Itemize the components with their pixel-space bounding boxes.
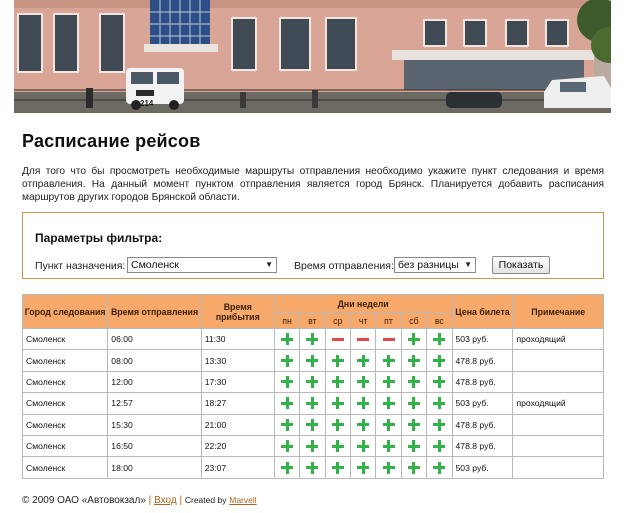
cell-day-вс [427, 457, 452, 478]
table-row [23, 329, 604, 350]
plus-icon [433, 333, 445, 345]
plus-icon [306, 333, 318, 345]
time-select-value: без разницы [398, 259, 459, 271]
cell-arrive: 21:00 [201, 414, 274, 435]
cell-day-пт [376, 435, 401, 456]
plus-icon [408, 333, 420, 345]
cell-note: проходящий [513, 329, 604, 350]
cell-price: 478.8 руб. [452, 350, 513, 371]
table-row [23, 414, 604, 435]
cell-city: Смоленск [23, 329, 108, 350]
cell-depart: 06:00 [108, 329, 201, 350]
bus-number-plate: 214 [140, 99, 154, 108]
plus-icon [408, 440, 420, 452]
cell-note [513, 371, 604, 392]
copyright-text: © 2009 ОАО «Автовокзал» [22, 495, 146, 506]
cell-note: проходящий [513, 393, 604, 414]
plus-icon [383, 397, 395, 409]
dropdown-arrow-icon: ▼ [464, 260, 472, 269]
plus-icon [306, 397, 318, 409]
cell-day-чт [350, 414, 375, 435]
filter-title: Параметры фильтра: [35, 231, 163, 245]
time-label: Время отправления: [294, 260, 394, 272]
cell-note [513, 435, 604, 456]
cell-arrive: 23:07 [201, 457, 274, 478]
filter-row [35, 257, 595, 275]
header-day: пн [274, 313, 299, 329]
plus-icon [433, 355, 445, 367]
plus-icon [281, 355, 293, 367]
cell-depart: 08:00 [108, 350, 201, 371]
cell-price: 503 руб. [452, 393, 513, 414]
plus-icon [408, 462, 420, 474]
cell-day-вс [427, 435, 452, 456]
cell-note [513, 414, 604, 435]
plus-icon [408, 419, 420, 431]
plus-icon [357, 355, 369, 367]
cell-day-вт [300, 329, 325, 350]
minus-icon [357, 338, 369, 341]
cell-depart: 12:57 [108, 393, 201, 414]
cell-day-пт [376, 350, 401, 371]
minus-icon [383, 338, 395, 341]
cell-day-чт [350, 435, 375, 456]
cell-arrive: 11:30 [201, 329, 274, 350]
cell-price: 478.8 руб. [452, 435, 513, 456]
cell-day-вс [427, 414, 452, 435]
cell-depart: 16:50 [108, 435, 201, 456]
plus-icon [306, 376, 318, 388]
cell-day-чт [350, 371, 375, 392]
cell-day-вт [300, 350, 325, 371]
plus-icon [281, 462, 293, 474]
table-row [23, 393, 604, 414]
cell-city: Смоленск [23, 457, 108, 478]
cell-day-сб [401, 414, 426, 435]
cell-city: Смоленск [23, 350, 108, 371]
cell-day-сб [401, 393, 426, 414]
plus-icon [332, 462, 344, 474]
plus-icon [433, 419, 445, 431]
plus-icon [383, 440, 395, 452]
bus-station-illustration [14, 0, 611, 113]
header-day: пт [376, 313, 401, 329]
cell-day-сб [401, 435, 426, 456]
header-note: Примечание [513, 295, 604, 329]
plus-icon [433, 462, 445, 474]
plus-icon [357, 397, 369, 409]
cell-day-ср [325, 371, 350, 392]
plus-icon [281, 376, 293, 388]
cell-depart: 18:00 [108, 457, 201, 478]
plus-icon [281, 333, 293, 345]
cell-day-ср [325, 414, 350, 435]
plus-icon [332, 376, 344, 388]
dropdown-arrow-icon: ▼ [265, 260, 273, 269]
filter-panel [22, 212, 604, 279]
cell-day-сб [401, 350, 426, 371]
destination-select-value: Смоленск [131, 259, 180, 271]
plus-icon [281, 419, 293, 431]
cell-day-пн [274, 371, 299, 392]
cell-day-ср [325, 435, 350, 456]
cell-depart: 12:00 [108, 371, 201, 392]
cell-day-пт [376, 393, 401, 414]
plus-icon [433, 376, 445, 388]
cell-day-чт [350, 350, 375, 371]
cell-price: 503 руб. [452, 457, 513, 478]
cell-price: 503 руб. [452, 329, 513, 350]
cell-day-вт [300, 457, 325, 478]
cell-day-вс [427, 371, 452, 392]
header-day: ср [325, 313, 350, 329]
plus-icon [408, 397, 420, 409]
cell-day-сб [401, 329, 426, 350]
cell-day-ср [325, 350, 350, 371]
plus-icon [306, 462, 318, 474]
cell-day-пт [376, 457, 401, 478]
header-city: Город следования [23, 295, 108, 329]
cell-day-ср [325, 457, 350, 478]
cell-day-пн [274, 350, 299, 371]
schedule-table [22, 294, 604, 479]
cell-day-пн [274, 435, 299, 456]
cell-day-вт [300, 371, 325, 392]
cell-day-сб [401, 371, 426, 392]
cell-day-вс [427, 329, 452, 350]
cell-price: 478.8 руб. [452, 371, 513, 392]
plus-icon [281, 397, 293, 409]
plus-icon [357, 419, 369, 431]
header-day: вс [427, 313, 452, 329]
plus-icon [357, 440, 369, 452]
table-row [23, 457, 604, 478]
cell-arrive: 17:30 [201, 371, 274, 392]
cell-price: 478.8 руб. [452, 414, 513, 435]
plus-icon [383, 419, 395, 431]
cell-note [513, 457, 604, 478]
cell-day-чт [350, 393, 375, 414]
header-day: вт [300, 313, 325, 329]
cell-arrive: 18:27 [201, 393, 274, 414]
plus-icon [408, 376, 420, 388]
cell-city: Смоленск [23, 435, 108, 456]
cell-day-пт [376, 329, 401, 350]
plus-icon [332, 397, 344, 409]
footer-separator: | [148, 495, 152, 506]
plus-icon [306, 440, 318, 452]
table-row [23, 371, 604, 392]
cell-arrive: 22:20 [201, 435, 274, 456]
plus-icon [332, 419, 344, 431]
destination-select[interactable] [127, 257, 277, 273]
plus-icon [383, 355, 395, 367]
cell-day-чт [350, 329, 375, 350]
header-price: Цена билета [452, 295, 513, 329]
page-title: Расписание рейсов [22, 131, 201, 151]
cell-day-вс [427, 350, 452, 371]
cell-depart: 15:30 [108, 414, 201, 435]
table-row [23, 350, 604, 371]
plus-icon [383, 376, 395, 388]
header-arrive: Время прибытия [201, 295, 274, 329]
plus-icon [281, 440, 293, 452]
plus-icon [433, 397, 445, 409]
cell-day-чт [350, 457, 375, 478]
plus-icon [357, 376, 369, 388]
cell-day-сб [401, 457, 426, 478]
plus-icon [306, 419, 318, 431]
header-depart: Время отправления [108, 295, 201, 329]
time-select[interactable] [394, 257, 476, 273]
intro-text: Для того что бы просмотреть необходимые маршруты отправления необходимо укажите пункт следования и время отправления. На данный момент пунктом отправления является город Брянск. Планируется добавить расписания маршрутов других городов Брянской области. [22, 166, 604, 204]
cell-day-вт [300, 435, 325, 456]
plus-icon [408, 355, 420, 367]
cell-city: Смоленск [23, 371, 108, 392]
plus-icon [306, 355, 318, 367]
created-by-text: Created by [184, 495, 227, 505]
cell-day-пт [376, 371, 401, 392]
show-button[interactable]: Показать [492, 256, 550, 274]
login-link[interactable]: Вход [154, 495, 177, 506]
plus-icon [433, 440, 445, 452]
cell-city: Смоленск [23, 414, 108, 435]
header-banner-photo [14, 0, 611, 113]
cell-day-пт [376, 414, 401, 435]
cell-day-вт [300, 393, 325, 414]
plus-icon [332, 440, 344, 452]
table-row [23, 435, 604, 456]
cell-day-пн [274, 414, 299, 435]
cell-day-ср [325, 329, 350, 350]
cell-arrive: 13:30 [201, 350, 274, 371]
cell-day-пн [274, 457, 299, 478]
plus-icon [332, 355, 344, 367]
cell-city: Смоленск [23, 393, 108, 414]
footer [22, 495, 257, 506]
cell-day-пн [274, 329, 299, 350]
cell-day-вс [427, 393, 452, 414]
header-day: сб [401, 313, 426, 329]
cell-day-вт [300, 414, 325, 435]
plus-icon [357, 462, 369, 474]
footer-separator: | [179, 495, 183, 506]
cell-note [513, 350, 604, 371]
minus-icon [332, 338, 344, 341]
cell-day-пн [274, 393, 299, 414]
cell-day-ср [325, 393, 350, 414]
header-days: Дни недели [274, 295, 452, 313]
destination-label: Пункт назначения: [35, 260, 126, 272]
plus-icon [383, 462, 395, 474]
header-day: чт [350, 313, 375, 329]
author-link[interactable]: Marvell [229, 495, 257, 505]
